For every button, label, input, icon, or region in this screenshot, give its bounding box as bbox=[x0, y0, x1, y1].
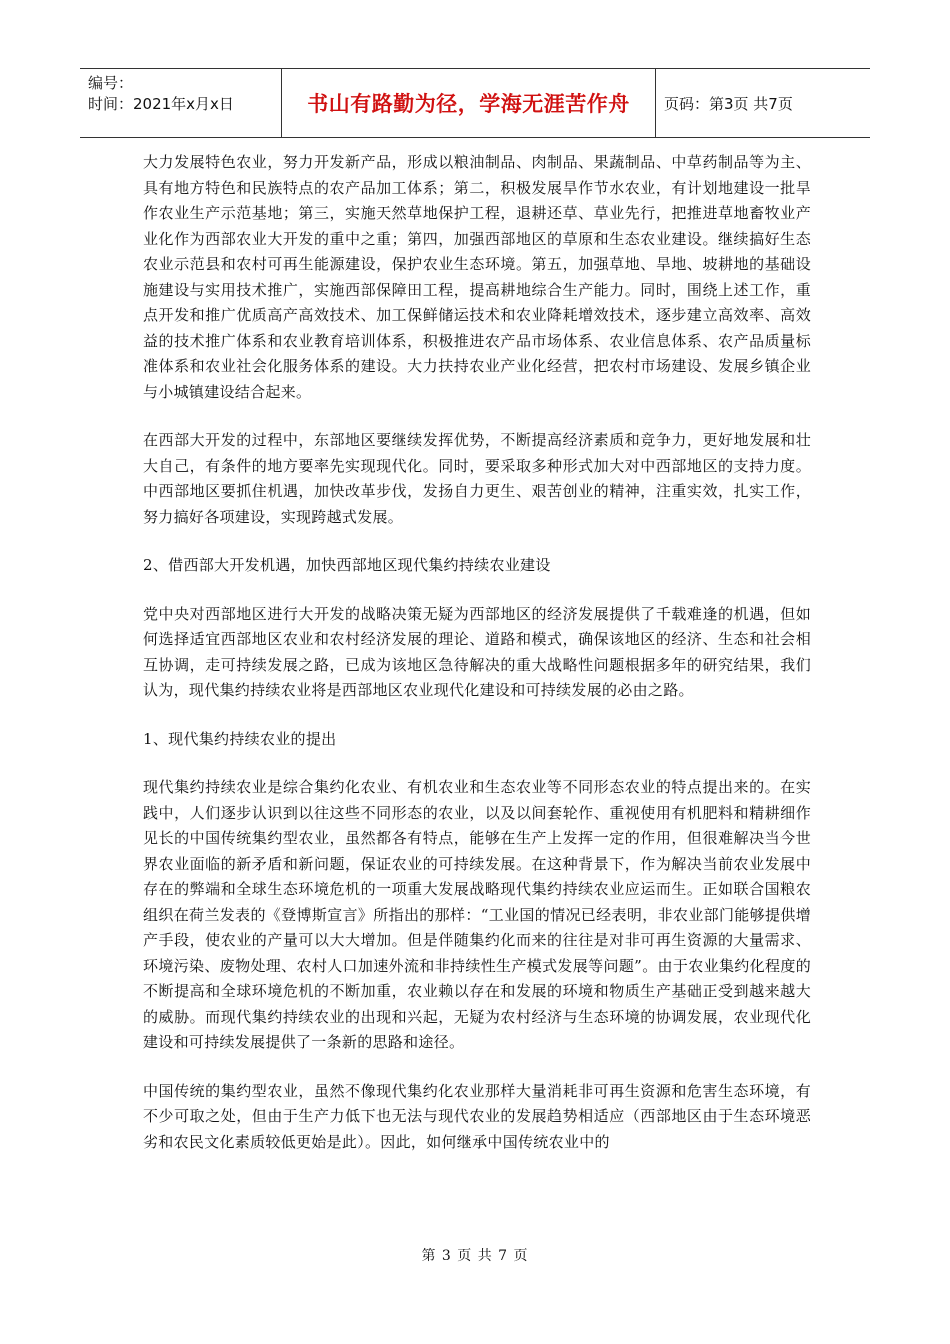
header-motto: 书山有路勤为径，学海无涯苦作舟 bbox=[282, 69, 656, 137]
document-time-label: 时间：2021年x月x日 bbox=[88, 95, 234, 113]
document-number-label: 编号： bbox=[88, 74, 134, 92]
paragraph: 中国传统的集约型农业，虽然不像现代集约化农业那样大量消耗非可再生资源和危害生态环境，有不少可取之处，但由于生产力低下也无法与现代农业的发展趋势相适应（西部地区由于生态环境恶劣和农民文化素质较低更始是此）。因此，如何继承中国传统农业中的 bbox=[143, 1081, 811, 1151]
section-heading: 1、现代集约持续农业的提出 bbox=[143, 729, 337, 748]
paragraph: 在西部大开发的过程中，东部地区要继续发挥优势，不断提高经济素质和竞争力，更好地发展和壮大自己，有条件的地方要率先实现现代化。同时，要采取多种形式加大对中西部地区的支持力度。中西部地区要抓住机遇，加快改革步伐，发扬自力更生、艰苦创业的精神，注重实效，扎实工作，努力搞好各项建设，实现跨越式发展。 bbox=[143, 431, 811, 526]
paragraph: 大力发展特色农业，努力开发新产品，形成以粮油制品、肉制品、果蔬制品、中草药制品等为主、具有地方特色和民族特点的农产品加工体系；第二，积极发展旱作节水农业，有计划地建设一批旱作农业生产示范基地；第三，实施天然草地保护工程，退耕还草、草业先行，把推进草地畜牧业产业化作为西部农业大开发的重中之重；第四，加强西部地区的草原和生态农业建设。继续搞好生态农业示范县和农村可再生能源建设，保护农业生态环境。第五，加强草地、旱地、坡耕地的基础设施建设与实用技术推广，实施西部保障田工程，提高耕地综合生产能力。同时，围绕上述工作，重点开发和推广优质高产高效技术、加工保鲜储运技术和农业降耗增效技术，逐步建立高效率、高效益的技术推广体系和农业教育培训体系，积极推进农产品市场体系、农业信息体系、农产品质量标准体系和农业社会化服务体系的建设。大力扶持农业产业化经营，把农村市场建设、发展乡镇企业与小城镇建设结合起来。 bbox=[143, 153, 811, 401]
paragraph: 现代集约持续农业是综合集约化农业、有机农业和生态农业等不同形态农业的特点提出来的。在实践中，人们逐步认识到以往这些不同形态的农业，以及以间套轮作、重视使用有机肥料和精耕细作见长的中国传统集约型农业，虽然都各有特点，能够在生产上发挥一定的作用，但很难解决当今世界农业面临的新矛盾和新问题，保证农业的可持续发展。在这种背景下，作为解决当前农业发展中存在的弊端和全球生态环境危机的一项重大发展战略现代集约持续农业应运而生。正如联合国粮农组织在荷兰发表的《登博斯宣言》所指出的那样：“工业国的情况已经表明，非农业部门能够提供增产手段，使农业的产量可以大大增加。但是伴随集约化而来的往往是对非可再生资源的大量需求、环境污染、废物处理、农村人口加速外流和非持续性生产模式发展等问题”。由于农业集约化程度的不断提高和全球环境危机的不断加重，农业赖以存在和发展的环境和物质生产基础正受到越来越大的威胁。而现代集约持续农业的出现和兴起，无疑为农村经济与生态环境的协调发展，农业现代化建设和可持续发展提供了一条新的思路和途径。 bbox=[143, 778, 811, 1051]
header-page-number: 页码：第3页 共7页 bbox=[664, 94, 793, 113]
paragraph: 党中央对西部地区进行大开发的战略决策无疑为西部地区的经济发展提供了千载难逢的机遇，但如何选择适宜西部地区农业和农村经济发展的理论、道路和模式，确保该地区的经济、生态和社会相互协调，走可持续发展之路，已成为该地区急待解决的重大战略性问题根据多年的研究结果，我们认为，现代集约持续农业将是西部地区农业现代化建设和可持续发展的必由之路。 bbox=[143, 604, 811, 699]
header-meta bbox=[80, 69, 282, 137]
page-footer: 第 3 页 共 7 页 bbox=[421, 1248, 529, 1264]
document-body bbox=[143, 150, 811, 1178]
section-heading: 2、借西部大开发机遇，加快西部地区现代集约持续农业建设 bbox=[143, 556, 551, 574]
page-header bbox=[80, 68, 870, 138]
